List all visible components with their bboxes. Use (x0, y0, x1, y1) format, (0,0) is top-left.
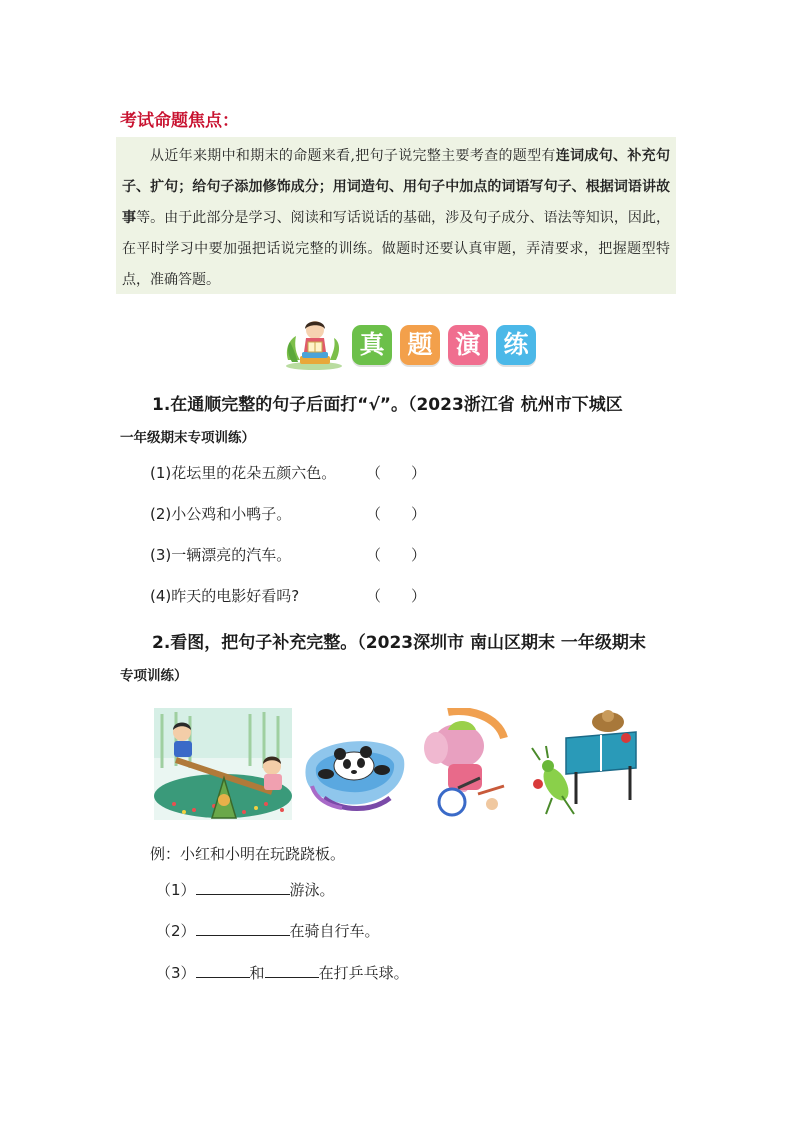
elephant-cycling-picture (418, 708, 514, 820)
picture-strip (154, 708, 640, 820)
q2-example: 例：小红和小明在玩跷跷板。 (150, 845, 346, 863)
table-tennis-picture (526, 708, 640, 820)
q2-subtitle: 专项训练） (120, 668, 188, 684)
focus-text-1: 从近年来期中和期末的命题来看,把句子说完整主要考查的题型有 (150, 148, 556, 164)
focus-box (116, 137, 676, 294)
q1-item-4: (4)昨天的电影好看吗? (150, 587, 300, 605)
banner-tile-zhen: 真 (352, 325, 392, 365)
q2-line-2-num: （2） (156, 922, 196, 940)
q2-blank-1[interactable] (196, 880, 290, 895)
q2-title: 2.看图，把句子补充完整。（2023深圳市 南山区期末 一年级期末 (152, 633, 646, 653)
q2-line-3-after: 在打乒乓球。 (318, 964, 409, 982)
q2-line-3-num: （3） (156, 964, 196, 982)
q2-blank-2[interactable] (196, 921, 290, 936)
q1-title: 1.在通顺完整的句子后面打“√”。（2023浙江省 杭州市下城区 (152, 395, 623, 415)
focus-text-bold: 连词成句、补充句子、扩句；给句子添加修饰成分；用词造句、用句子中加点的词语写句子、根据词语讲故事 (122, 148, 670, 226)
q2-line-2-after: 在骑自行车。 (289, 922, 380, 940)
q1-item-1: (1)花坛里的花朵五颜六色。 (150, 464, 337, 482)
q2-blank-3b[interactable] (265, 963, 319, 978)
focus-text-2: 等。由于此部分是学习、阅读和写话说话的基础，涉及句子成分、语法等知识，因此，在平时学习中要加强把话说完整的训练。做题时还要认真审题，弄清要求，把握题型特点，准确答题。 (122, 210, 671, 288)
q2-line-1-num: （1） (156, 881, 196, 899)
focus-title: 考试命题焦点： (120, 111, 239, 131)
q2-line-3-mid: 和 (249, 964, 265, 982)
banner-tile-ti: 题 (400, 325, 440, 365)
q2-line-1-after: 游泳。 (289, 881, 335, 899)
q1-answer-2[interactable]: （ ） (366, 505, 427, 523)
q1-answer-1[interactable]: （ ） (366, 464, 427, 482)
reading-kid-illustration (282, 316, 346, 370)
practice-banner (282, 316, 542, 370)
q2-blank-3a[interactable] (196, 963, 250, 978)
banner-tile-lian: 练 (496, 325, 536, 365)
focus-paragraph (122, 141, 670, 296)
q1-answer-4[interactable]: （ ） (366, 587, 427, 605)
panda-swimming-picture (302, 708, 408, 820)
q1-answer-3[interactable]: （ ） (366, 546, 427, 564)
seesaw-picture (154, 708, 292, 820)
q1-item-3: (3)一辆漂亮的汽车。 (150, 546, 292, 564)
q2-line-1 (156, 879, 335, 900)
q1-subtitle: 一年级期末专项训练） (120, 430, 255, 446)
q2-line-2 (156, 920, 380, 941)
q1-item-2: (2)小公鸡和小鸭子。 (150, 505, 292, 523)
banner-tile-yan: 演 (448, 325, 488, 365)
q2-line-3 (156, 962, 409, 983)
